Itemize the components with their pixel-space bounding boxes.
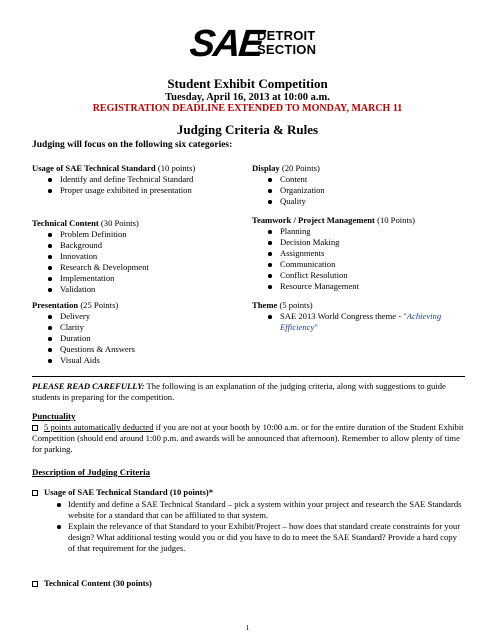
category-points: (20 Points) (281, 163, 320, 173)
deduction-text: 5 points automatically deducted (44, 422, 154, 432)
list-item: Content (252, 174, 325, 185)
theme-quote-open: " (403, 311, 407, 321)
list-item: Identify and define a SAE Technical Standard – pick a system within your project and research the SAE Standards website for a standard that can be affiliated to that system. (32, 499, 465, 521)
theme-description (252, 311, 480, 333)
usage-heading-text: Usage of SAE Technical Standard (10 points)* (44, 487, 214, 497)
list-item: Delivery (32, 311, 135, 322)
list-item: Explain the relevance of that Standard to your Exhibit/Project – how does that standard create constraints for your design? What additional testing would you or did you have to do to meet the SAE Standard? Provide a hard copy of that requirement for the judges. (32, 521, 465, 554)
category-points: (10 points) (157, 163, 196, 173)
logo-section-text (257, 29, 316, 57)
section-subtitle: Judging Criteria & Rules (176, 122, 319, 137)
divider-line (32, 376, 465, 377)
notice-text: The following is an explanation of the judging criteria, along with suggestions to guide students in preparing for the competition. (32, 381, 446, 402)
list-item: Questions & Answers (32, 344, 135, 355)
punctuality-rule (32, 422, 465, 455)
list-item: Communication (252, 259, 415, 270)
registration-deadline: REGISTRATION DEADLINE EXTENDED TO MONDAY, MARCH 11 (92, 103, 403, 114)
category-name: Usage of SAE Technical Standard (32, 163, 156, 173)
list-item: Resource Management (252, 281, 415, 292)
category-display (252, 163, 325, 207)
category-points: (25 Points) (80, 300, 119, 310)
page-title: Student Exhibit Competition (167, 76, 328, 91)
list-item: Conflict Resolution (252, 270, 415, 281)
list-item: Research & Development (32, 262, 149, 273)
category-presentation (32, 300, 135, 366)
category-name: Presentation (32, 300, 79, 310)
list-item: Organization (252, 185, 325, 196)
list-item: Identify and define Technical Standard (32, 174, 195, 185)
category-name: Technical Content (32, 218, 99, 228)
category-name: Theme (252, 300, 278, 310)
list-item: Visual Aids (32, 355, 135, 366)
logo-line-2: SECTION (257, 42, 317, 57)
category-points: (5 points) (279, 300, 313, 310)
list-item: Planning (252, 226, 415, 237)
logo-brand: SAE (187, 23, 265, 65)
technical-heading-text: Technical Content (30 points) (44, 578, 152, 588)
list-item: Implementation (32, 273, 149, 284)
theme-text: SAE 2013 World Congress theme - (280, 311, 404, 321)
list-item: Clarity (32, 322, 135, 333)
intro-text: Judging will focus on the following six categories: (32, 140, 233, 150)
category-usage (32, 163, 195, 196)
list-item: Assignments (252, 248, 415, 259)
list-item: Background (32, 240, 149, 251)
category-theme (252, 300, 480, 333)
list-item: Duration (32, 333, 135, 344)
logo-line-1: DETROIT (257, 28, 316, 43)
notice-lead: PLEASE READ CAREFULLY: (32, 381, 145, 391)
list-item: Innovation (32, 251, 149, 262)
notice-paragraph (32, 381, 465, 403)
category-teamwork (252, 215, 415, 292)
category-technical-content (32, 218, 149, 295)
usage-heading (32, 487, 465, 498)
description-heading: Description of Judging Criteria (32, 467, 151, 477)
sae-detroit-logo (187, 23, 317, 65)
usage-bullets (32, 499, 465, 554)
checkbox-icon (32, 425, 38, 431)
category-name: Display (252, 163, 280, 173)
list-item: Proper usage exhibited in presentation (32, 185, 195, 196)
list-item: Quality (252, 196, 325, 207)
list-item: Validation (32, 284, 149, 295)
punctuality-heading: Punctuality (32, 411, 76, 421)
theme-quote-close: " (314, 322, 318, 332)
category-points: (30 Points) (100, 218, 139, 228)
category-name: Teamwork / Project Management (252, 215, 375, 225)
theme-name: Achieving Efficiency (280, 311, 442, 332)
checkbox-icon (32, 581, 38, 587)
event-date: Tuesday, April 16, 2013 at 10:00 a.m. (165, 92, 330, 103)
page-number: 1 (245, 623, 250, 632)
list-item: Decision Making (252, 237, 415, 248)
punctuality-text: if you are not at your booth by 10:00 a.m. or for the entire duration of the Student Exhibit Competition (should end around 1:00 p.m. and awards will be announced that afternoon). Remember to allow plenty of time for parking. (32, 422, 464, 454)
checkbox-icon (32, 490, 38, 496)
category-points: (10 Points) (377, 215, 416, 225)
technical-heading (32, 578, 465, 589)
list-item: Problem Definition (32, 229, 149, 240)
